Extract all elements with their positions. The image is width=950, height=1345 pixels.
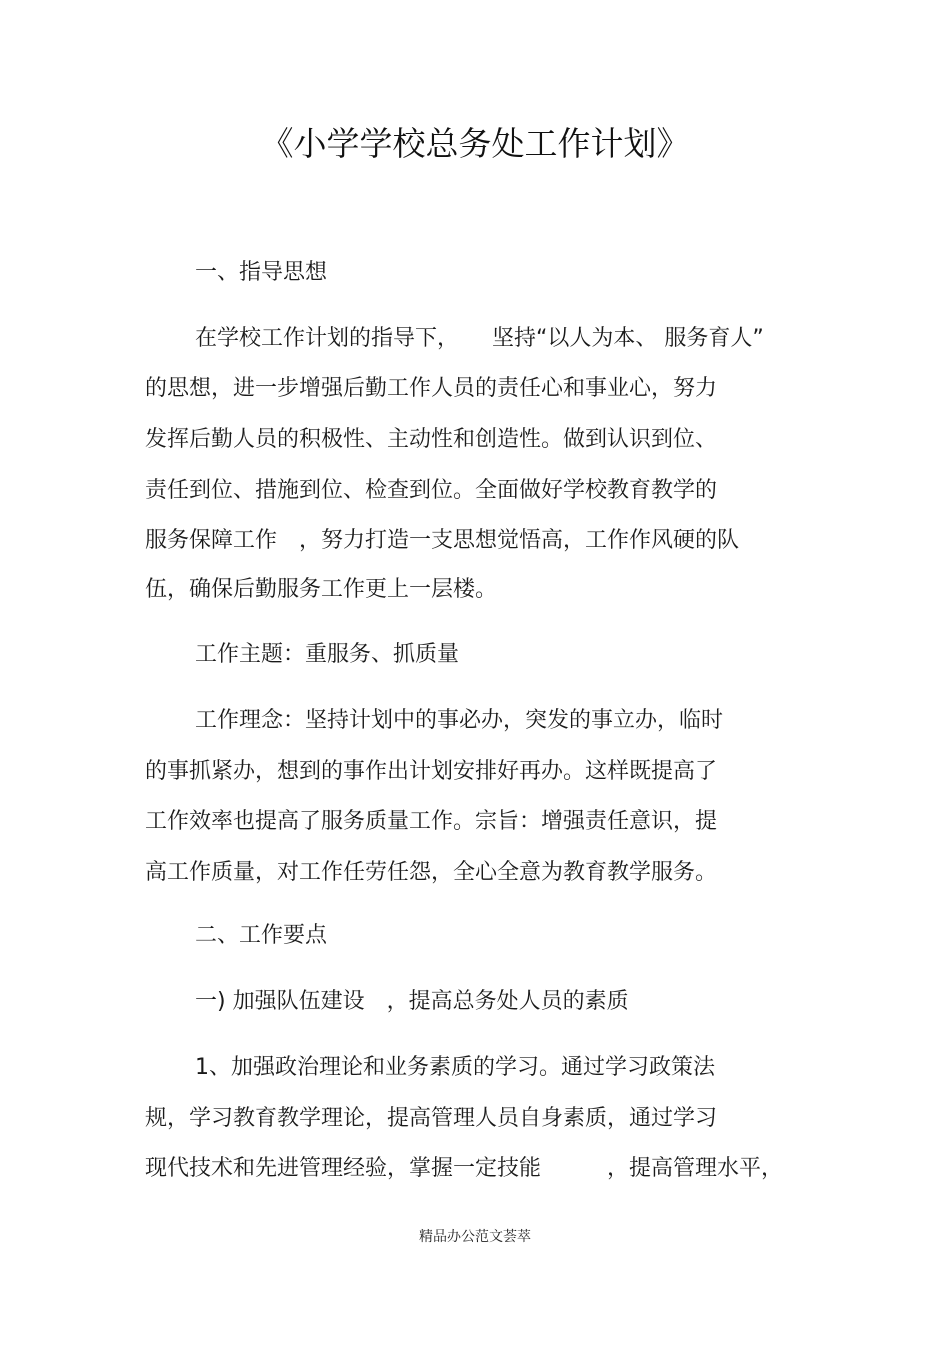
paragraph-line: 的事抓紧办，想到的事作出计划安排好再办。这样既提高了 — [145, 759, 718, 784]
paragraph-line: 高工作质量，对工作任劳任怨，全心全意为教育教学服务。 — [145, 860, 718, 885]
paragraph-line: 发挥后勤人员的积极性、主动性和创造性。做到认识到位、 — [145, 427, 718, 452]
paragraph-line: 责任到位、措施到位、检查到位。全面做好学校教育教学的 — [145, 478, 718, 503]
subsection-heading: 一) 加强队伍建设 ，提高总务处人员的素质 — [195, 989, 629, 1014]
document-title: 《小学学校总务处工作计划》 — [260, 124, 690, 163]
paragraph-line: 工作主题：重服务、抓质量 — [195, 642, 460, 667]
paragraph-line: 现代技术和先进管理经验，掌握一定技能 ，提高管理水平， — [145, 1156, 784, 1181]
paragraph-line: 工作理念：坚持计划中的事必办，突发的事立办，临时 — [195, 708, 724, 733]
paragraph-line: 的思想，进一步增强后勤工作人员的责任心和事业心，努力 — [145, 376, 718, 401]
paragraph-line: 工作效率也提高了服务质量工作。宗旨：增强责任意识，提 — [145, 809, 718, 834]
paragraph-line: 1、加强政治理论和业务素质的学习。通过学习政策法 — [195, 1055, 715, 1080]
paragraph-line: 在学校工作计划的指导下， 坚持“以人为本、 服务育人” — [195, 326, 764, 351]
paragraph-line: 规，学习教育教学理论，提高管理人员自身素质，通过学习 — [145, 1106, 718, 1131]
paragraph-line: 服务保障工作 ，努力打造一支思想觉悟高，工作作风硬的队 — [145, 528, 740, 553]
section-heading: 一、指导思想 — [195, 260, 328, 285]
page-footer: 精品办公范文荟萃 — [419, 1229, 531, 1245]
paragraph-line: 伍，确保后勤服务工作更上一层楼。 — [145, 577, 498, 602]
section-heading: 二、工作要点 — [195, 923, 328, 948]
